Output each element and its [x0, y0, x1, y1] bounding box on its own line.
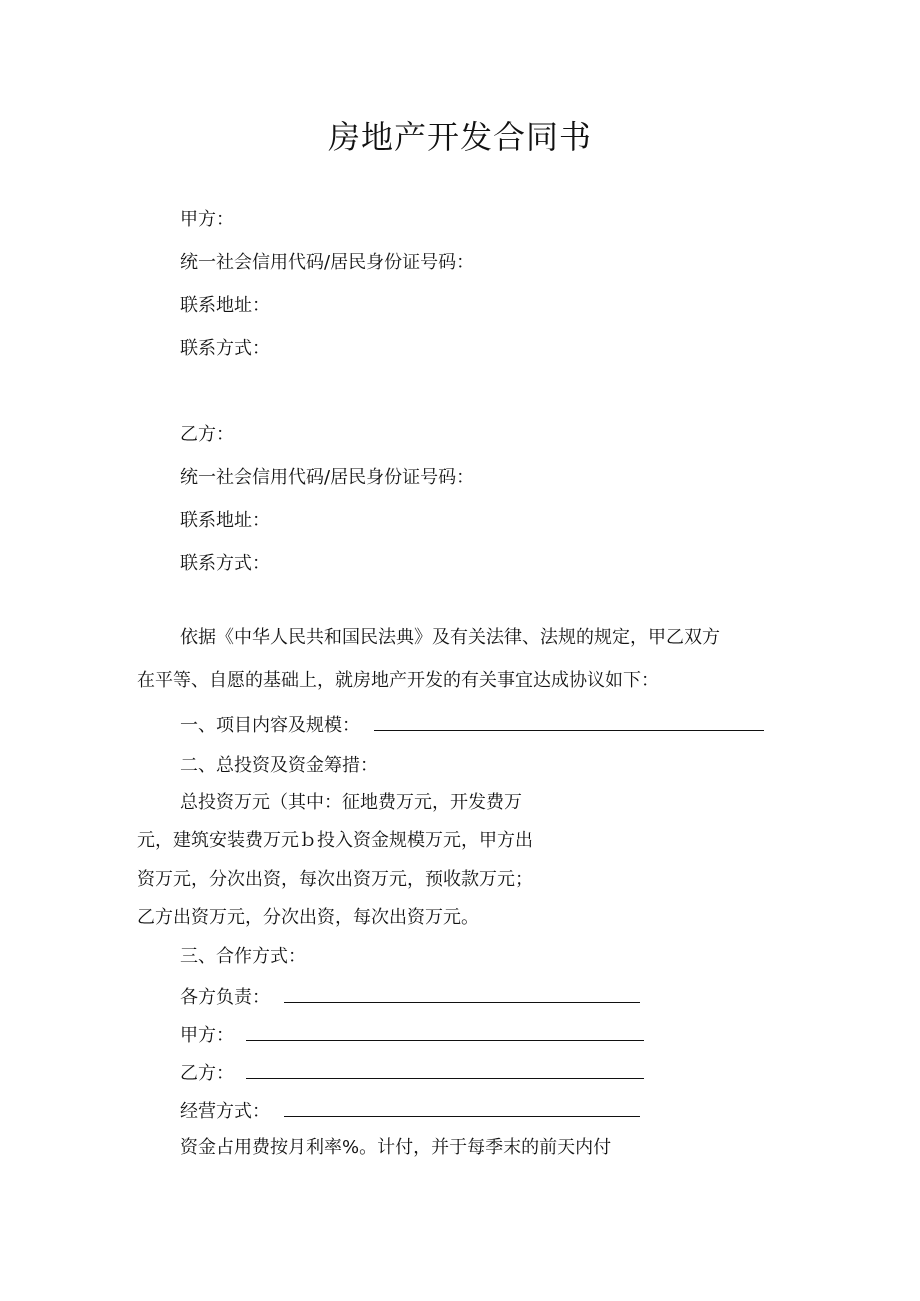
party-a-contact-label: 联系方式： — [180, 338, 270, 359]
section-2-line-2: 元，建筑安装费万元ｂ投入资金规模万元，甲方出 — [137, 830, 533, 851]
fund-fee-line: 资金占用费按月利率%。计付，并于每季末的前天内付 — [180, 1137, 612, 1158]
section-3-party-a-row — [180, 1022, 644, 1048]
party-b-address-label: 联系地址： — [180, 510, 270, 531]
operation-blank-line — [284, 1098, 640, 1117]
section-3-party-a-blank-line — [246, 1022, 644, 1041]
party-b-contact-label: 联系方式： — [180, 553, 270, 574]
party-a-credit-code-label: 统一社会信用代码/居民身份证号码： — [180, 252, 475, 273]
party-a-label: 甲方： — [180, 209, 234, 230]
section-1-label: 一、项目内容及规模： — [180, 715, 360, 736]
section-2-line-3: 资万元，分次出资，每次出资万元，预收款万元； — [137, 869, 533, 890]
preamble-line-2: 在平等、自愿的基础上，就房地产开发的有关事宜达成协议如下： — [137, 670, 659, 691]
operation-label: 经营方式： — [180, 1101, 270, 1122]
party-a-address-label: 联系地址： — [180, 295, 270, 316]
section-3-party-b-label: 乙方： — [180, 1063, 234, 1084]
responsibility-blank-line — [284, 984, 640, 1003]
operation-row — [180, 1098, 640, 1124]
preamble-line-1: 依据《中华人民共和国民法典》及有关法律、法规的规定，甲乙双方 — [180, 627, 720, 648]
responsibility-row — [180, 984, 640, 1010]
section-3-party-a-label: 甲方： — [180, 1025, 234, 1046]
section-2-line-1: 总投资万元（其中：征地费万元，开发费万 — [180, 792, 522, 813]
section-3-party-b-blank-line — [246, 1060, 644, 1079]
section-2-heading: 二、总投资及资金筹措： — [180, 755, 378, 776]
party-b-label: 乙方： — [180, 424, 234, 445]
section-2-line-4: 乙方出资万元，分次出资，每次出资万元。 — [137, 907, 479, 928]
section-1-blank-line — [374, 712, 764, 731]
party-b-credit-code-label: 统一社会信用代码/居民身份证号码： — [180, 467, 475, 488]
document-title: 房地产开发合同书 — [327, 118, 592, 156]
section-3-heading: 三、合作方式： — [180, 946, 306, 967]
section-3-party-b-row — [180, 1060, 644, 1086]
section-1-row — [180, 712, 764, 738]
responsibility-label: 各方负责： — [180, 987, 270, 1008]
